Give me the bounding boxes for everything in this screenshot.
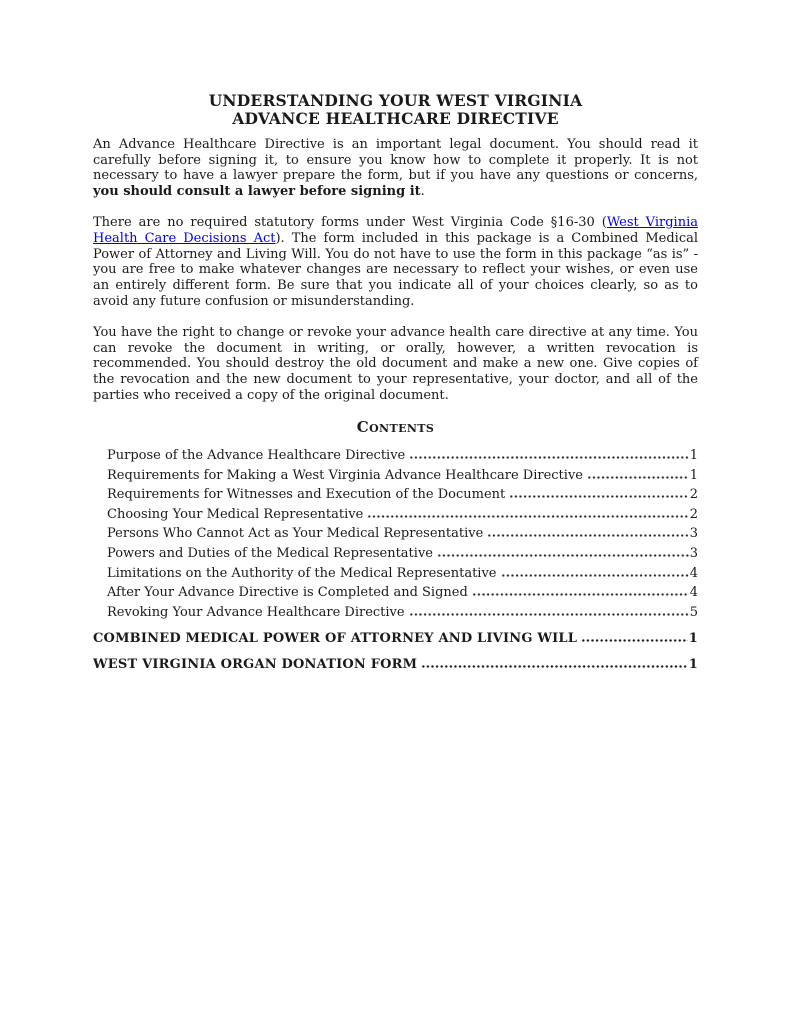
toc-entry-page: 3 — [689, 526, 698, 542]
toc-entry-label: Persons Who Cannot Act as Your Medical Representative — [107, 526, 484, 542]
toc-entry-label: After Your Advance Directive is Completed and Signed — [107, 585, 468, 601]
toc-section-label: COMBINED MEDICAL POWER OF ATTORNEY AND LIVING WILL — [93, 631, 578, 647]
intro-paragraph-period: . — [420, 184, 425, 200]
toc-leader-dots — [587, 467, 689, 479]
toc-entry-page: 2 — [689, 506, 698, 522]
toc-entry-powers-duties — [107, 544, 698, 564]
health-care-decisions-act-link[interactable]: West Virginia Health Care Decisions Act — [93, 215, 698, 247]
revocation-paragraph: You have the right to change or revoke your advance health care directive at any time. You can revoke the document in writing, or orally, however, a written revocation is recommended. You should destroy the old document and make a new one. Give copies of the revocation and the new document to your representative, your doctor, and all of the parties who received a copy of the original document. — [93, 325, 698, 403]
toc-entry-page: 4 — [689, 585, 698, 601]
toc-entry-after-completed-signed — [107, 583, 698, 603]
toc-leader-dots — [409, 604, 689, 616]
contents-heading: Contents — [356, 418, 435, 437]
toc-entry-label: Requirements for Making a West Virginia Advance Healthcare Directive — [107, 467, 583, 483]
intro-paragraph — [93, 137, 698, 200]
document-title — [93, 92, 698, 127]
toc-entry-page: 2 — [689, 487, 698, 503]
statutory-forms-text-before-link: There are no required statutory forms under West Virginia Code §16-30 ( — [93, 215, 607, 231]
toc-entry-page: 4 — [689, 565, 698, 581]
toc-entry-label: Purpose of the Advance Healthcare Directive — [107, 448, 406, 464]
toc-entry-page: 5 — [689, 604, 698, 620]
toc-leader-dots — [509, 486, 688, 498]
toc-entry-revoking-directive — [107, 603, 698, 623]
toc-entry-choosing-representative — [107, 505, 698, 525]
toc-leader-dots — [501, 565, 689, 577]
toc-leader-dots — [487, 525, 688, 537]
statutory-forms-paragraph — [93, 215, 698, 309]
intro-paragraph-bold-advice: you should consult a lawyer before signing it — [93, 184, 421, 200]
toc-section-combined-mpoa-living-will — [93, 626, 698, 652]
toc-entry-page: 1 — [689, 467, 698, 483]
toc-entry-label: Powers and Duties of the Medical Representative — [107, 546, 433, 562]
title-line-1: UNDERSTANDING YOUR WEST VIRGINIA — [208, 91, 583, 110]
toc-entry-requirements-making — [107, 466, 698, 486]
toc-section-label: WEST VIRGINIA ORGAN DONATION FORM — [93, 657, 418, 673]
toc-entry-purpose — [107, 446, 698, 466]
table-of-contents-sections — [93, 626, 698, 678]
toc-leader-dots — [409, 447, 688, 459]
toc-entry-label: Requirements for Witnesses and Execution of the Document — [107, 487, 506, 503]
toc-entry-page: 1 — [689, 448, 698, 464]
toc-leader-dots — [581, 630, 688, 642]
toc-entry-label: Limitations on the Authority of the Medical Representative — [107, 565, 497, 581]
toc-leader-dots — [421, 656, 688, 668]
statutory-forms-text-after-link: ). The form included in this package is a Combined Medical Power of Attorney and Living Will. You do not have to use the form in this package “as is” - you are free to make whatever changes are necessary to reflect your wishes, or even use an entirely different form. Be sure that you indicate all of your choices clearly, so as to avoid any future confusion or misunderstanding. — [93, 231, 699, 309]
toc-entry-page: 3 — [689, 546, 698, 562]
toc-section-organ-donation-form — [93, 652, 698, 678]
toc-section-page: 1 — [688, 657, 698, 673]
title-line-2: ADVANCE HEALTHCARE DIRECTIVE — [232, 108, 559, 128]
toc-leader-dots — [437, 545, 689, 557]
toc-leader-dots — [472, 584, 689, 596]
toc-leader-dots — [367, 506, 688, 518]
toc-section-page: 1 — [688, 631, 698, 647]
toc-entry-limitations-authority — [107, 564, 698, 584]
toc-entry-persons-cannot-act — [107, 524, 698, 544]
intro-paragraph-text: An Advance Healthcare Directive is an important legal document. You should read it carefully before signing it, to ensure you know how to complete it properly. It is not necessary to have a lawyer prepare the form, but if you have any questions or concerns, — [93, 137, 698, 184]
toc-entry-label: Choosing Your Medical Representative — [107, 506, 364, 522]
toc-entry-label: Revoking Your Advance Healthcare Directive — [107, 604, 405, 620]
toc-entry-requirements-witnesses — [107, 485, 698, 505]
table-of-contents — [93, 446, 698, 622]
